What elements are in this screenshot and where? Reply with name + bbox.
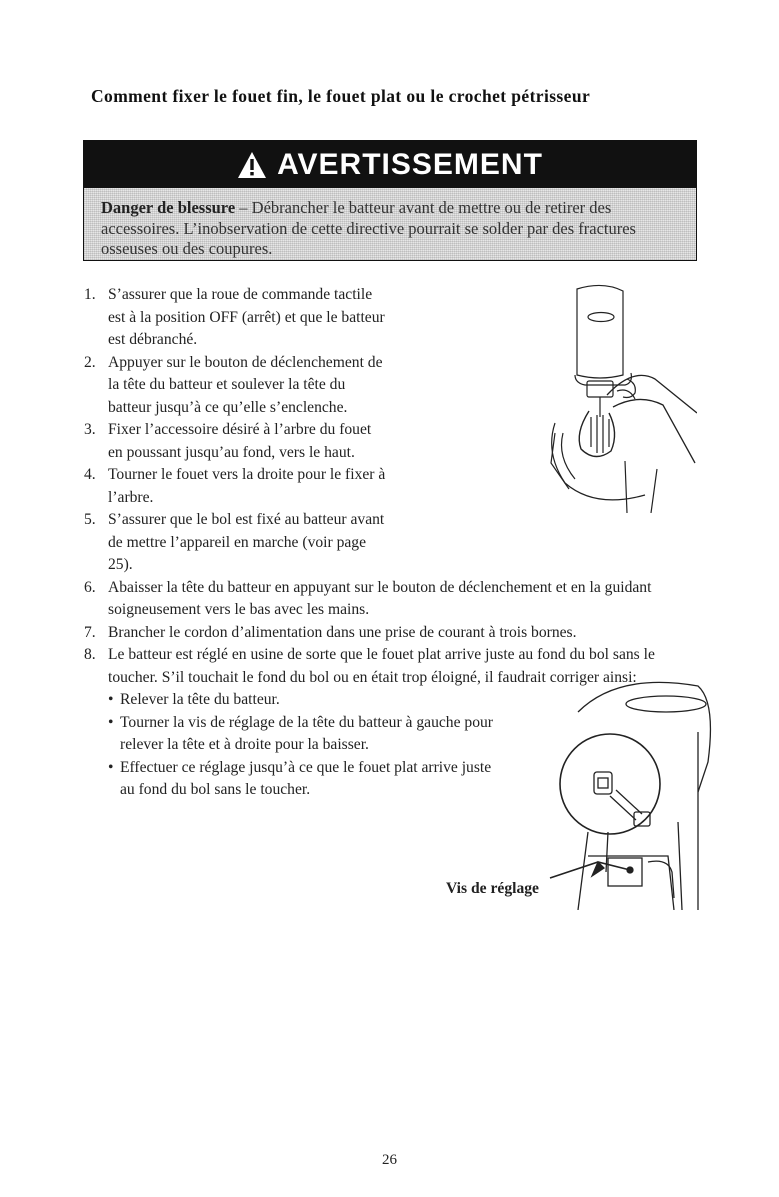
warning-lead: Danger de blessure (101, 198, 236, 217)
warning-title: AVERTISSEMENT (277, 147, 543, 181)
warning-message: – Débrancher le batteur avant de mettre ou de retirer des accessoires. L’inobservation de cette directive pourrait se solder par des fractures osseuses ou des coupures. (101, 198, 636, 258)
warning-box (83, 140, 697, 261)
step-item (84, 577, 699, 622)
warning-text (84, 188, 696, 260)
step-item (84, 352, 388, 420)
step-number: 7. (84, 623, 96, 641)
step-item (84, 622, 699, 645)
step-item (84, 419, 388, 464)
bullet-marker: • (108, 758, 114, 776)
step-text: Fixer l’accessoire désiré à l’arbre du fouet en poussant jusqu’au fond, vers le haut. (108, 421, 372, 461)
bullet-item (108, 712, 508, 757)
bullet-text: Effectuer ce réglage jusqu’à ce que le fouet plat arrive juste au fond du bol sans le toucher. (120, 758, 492, 798)
bullet-marker: • (108, 713, 114, 731)
step-text: Brancher le cordon d’alimentation dans une prise de courant à trois bornes. (108, 623, 577, 641)
step-item (84, 509, 388, 577)
step-item (84, 284, 388, 352)
step-number: 5. (84, 511, 96, 528)
step-text: S’assurer que la roue de commande tactile est à la position OFF (arrêt) et que le batteur est débranché. (108, 286, 385, 348)
bullet-marker: • (108, 691, 114, 708)
screw-caption: Vis de réglage (446, 880, 539, 897)
step-number: 1. (84, 286, 96, 303)
step-text: Tourner le fouet vers la droite pour le fixer à l’arbre. (108, 466, 386, 506)
bullet-item (108, 757, 508, 802)
step-item (84, 464, 388, 509)
bullet-item (108, 689, 508, 712)
warning-header (84, 141, 696, 188)
step-text: S’assurer que le bol est fixé au batteur avant de mettre l’appareil en marche (voir page 25). (108, 511, 385, 573)
step-number: 2. (84, 353, 96, 371)
step-number: 6. (84, 578, 96, 596)
step-number: 3. (84, 421, 96, 438)
adjustment-screw-illustration (548, 672, 718, 910)
page-heading: Comment fixer le fouet fin, le fouet plat ou le crochet pétrisseur (91, 86, 591, 106)
page-number: 26 (382, 1152, 397, 1168)
step-number: 8. (84, 646, 96, 663)
step-number: 4. (84, 466, 96, 483)
warning-triangle-icon (237, 151, 267, 179)
adjustment-bullets (108, 689, 508, 802)
bullet-text: Relever la tête du batteur. (120, 691, 280, 708)
step-text: Appuyer sur le bouton de déclenchement de la tête du batteur et soulever la tête du batteur jusqu’à ce qu’elle s’enclenche. (108, 353, 383, 416)
step-text: Le batteur est réglé en usine de sorte que le fouet plat arrive juste au fond du bol sans le toucher. S’il touchait le fond du bol ou en était trop éloigné, il faudrait corriger ainsi: (108, 646, 655, 686)
step-text: Abaisser la tête du batteur en appuyant sur le bouton de déclenchement et en la guidant soigneusement vers le bas avec les mains. (108, 578, 652, 618)
bullet-text: Tourner la vis de réglage de la tête du batteur à gauche pour relever la tête et à droite pour la baisser. (120, 713, 493, 753)
